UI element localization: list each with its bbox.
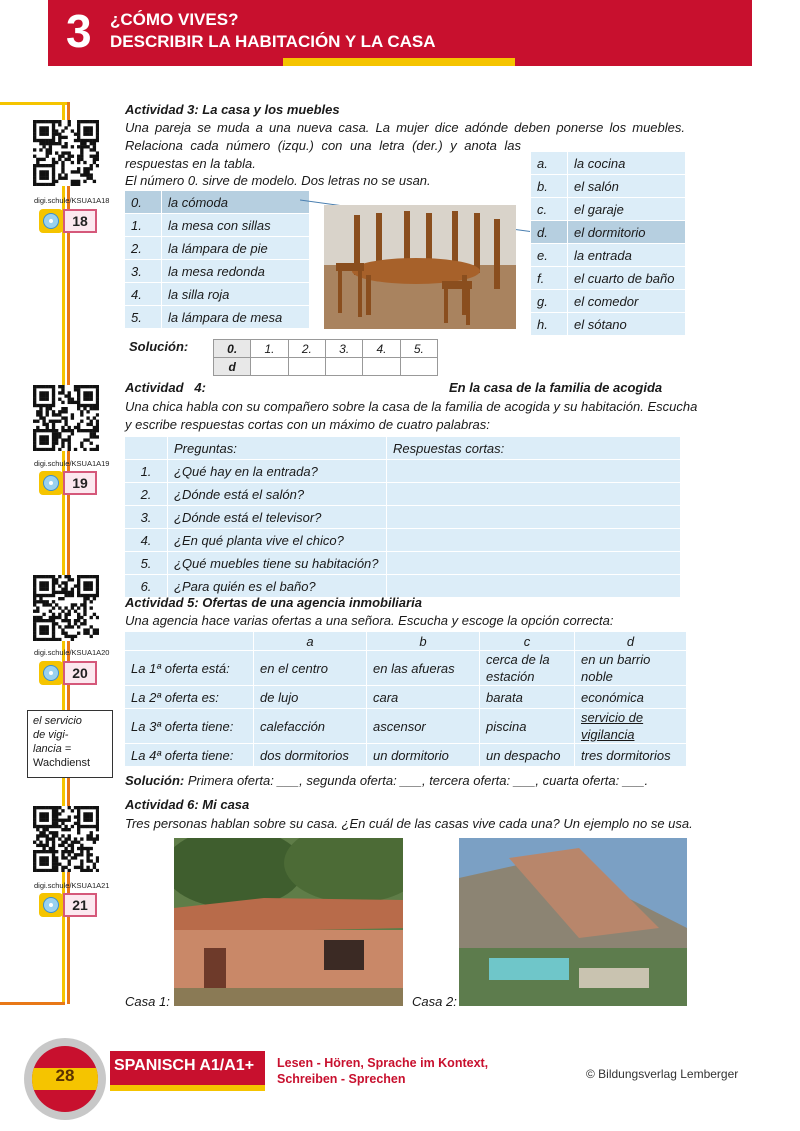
activity3-intro: Relaciona cada número (izqu.) con una letra (der.) y anota las	[125, 138, 521, 153]
answer-field[interactable]	[387, 575, 681, 598]
item-number: 3.	[125, 260, 162, 283]
casa1-label: Casa 1:	[125, 994, 170, 1009]
solution-grid	[213, 339, 438, 376]
activity4-subtitle: En la casa de la familia de acogida	[449, 380, 663, 395]
activity3-intro: El número 0. sirve de modelo. Dos letras no se usan.	[125, 173, 431, 188]
house-photo-2	[459, 838, 687, 1006]
table-row	[125, 237, 310, 260]
solution-head: 2.	[288, 340, 325, 358]
room-letter: d.	[531, 221, 568, 244]
offer-label: La 3ª oferta tiene:	[125, 709, 254, 744]
table-row	[531, 244, 686, 267]
question-number: 5.	[125, 552, 168, 575]
copyright: © Bildungsverlag Lemberger	[586, 1067, 739, 1081]
table-row	[125, 651, 687, 686]
table-row	[531, 198, 686, 221]
audio-track-number: 19	[63, 471, 97, 495]
room-label: la entrada	[568, 244, 686, 267]
table-row	[125, 260, 310, 283]
book-title: SPANISCH A1/A1+	[114, 1057, 255, 1074]
column-header: d	[575, 632, 687, 651]
item-label: la cómoda	[162, 191, 310, 214]
qr-code-icon[interactable]	[33, 806, 99, 872]
answer-field[interactable]	[387, 483, 681, 506]
qr-link-label: digi.schule/KSUA1A18	[34, 196, 110, 205]
option-line: noble	[581, 669, 613, 684]
item-label: la lámpara de mesa	[162, 306, 310, 329]
table-row	[531, 290, 686, 313]
room-letter: h.	[531, 313, 568, 336]
answer-field[interactable]	[387, 529, 681, 552]
question-number: 1.	[125, 460, 168, 483]
item-number: 0.	[125, 191, 162, 214]
option-line: estación	[486, 669, 535, 684]
table-row	[125, 506, 681, 529]
solution-answer-field[interactable]	[325, 358, 362, 376]
table-row	[125, 437, 681, 460]
answer-field[interactable]	[387, 552, 681, 575]
item-number: 1.	[125, 214, 162, 237]
solution-head: 1.	[251, 340, 288, 358]
room-letter: b.	[531, 175, 568, 198]
question-text: ¿Qué muebles tiene su habitación?	[168, 552, 387, 575]
table-row	[125, 744, 687, 767]
table-row	[125, 483, 681, 506]
solution-head: 4.	[363, 340, 400, 358]
audio-cd-icon[interactable]	[39, 661, 63, 685]
furniture-table	[124, 190, 310, 329]
activity3-intro: respuestas en la tabla.	[125, 156, 256, 171]
solution-head: 3.	[325, 340, 362, 358]
header-accent-bar	[283, 58, 515, 66]
offer-label: La 1ª oferta está:	[125, 651, 254, 686]
table-row	[214, 340, 438, 358]
table-row	[125, 460, 681, 483]
rooms-table	[530, 151, 686, 336]
qr-code-icon[interactable]	[33, 120, 99, 186]
blank-cell	[125, 632, 254, 651]
question-text: ¿Dónde está el televisor?	[168, 506, 387, 529]
item-label: la silla roja	[162, 283, 310, 306]
item-label: la lámpara de pie	[162, 237, 310, 260]
activity4-intro: Una chica habla con su compañero sobre la casa de la familia de acogida y su habitación. Escucha	[125, 399, 698, 414]
option-line: servicio de	[581, 710, 644, 725]
table-row	[125, 632, 687, 651]
question-text: ¿En qué planta vive el chico?	[168, 529, 387, 552]
qr-link-label: digi.schule/KSUA1A19	[34, 459, 110, 468]
solution-answer: d	[214, 358, 251, 376]
activity5-intro: Una agencia hace varias ofertas a una señora. Escucha y escoge la opción correcta:	[125, 613, 614, 628]
solution-answer-field[interactable]	[363, 358, 400, 376]
item-number: 2.	[125, 237, 162, 260]
column-header: b	[367, 632, 480, 651]
room-letter: a.	[531, 152, 568, 175]
offer-label: La 4ª oferta tiene:	[125, 744, 254, 767]
book-subtitle-line2: Schreiben - Sprechen	[277, 1072, 406, 1086]
room-label: el sótano	[568, 313, 686, 336]
table-row	[125, 306, 310, 329]
question-number: 2.	[125, 483, 168, 506]
answer-field[interactable]	[387, 460, 681, 483]
room-label: la cocina	[568, 152, 686, 175]
questions-table	[124, 436, 681, 598]
activity6-title: Actividad 6: Mi casa	[125, 797, 250, 812]
option-line: en un barrio	[581, 652, 651, 667]
note-line: lancia =	[33, 743, 72, 755]
room-letter: g.	[531, 290, 568, 313]
solution-answer-field[interactable]	[400, 358, 437, 376]
side-line-bottom	[0, 1002, 65, 1005]
question-text: ¿Dónde está el salón?	[168, 483, 387, 506]
note-line: Wachdienst	[33, 757, 91, 769]
table-row	[531, 313, 686, 336]
note-line: de vigi-	[33, 729, 69, 741]
chapter-number: 3	[66, 5, 92, 57]
qr-code-icon[interactable]	[33, 385, 99, 451]
activity3-title: Actividad 3: La casa y los muebles	[125, 102, 340, 117]
room-letter: e.	[531, 244, 568, 267]
audio-cd-icon[interactable]	[39, 471, 63, 495]
option-cell[interactable]: de lujo	[254, 686, 367, 709]
item-number: 4.	[125, 283, 162, 306]
qr-link-label: digi.schule/KSUA1A20	[34, 648, 110, 657]
option-cell[interactable]: un dormitorio	[367, 744, 480, 767]
room-label: el dormitorio	[568, 221, 686, 244]
audio-track-number: 21	[63, 893, 97, 917]
table-row	[125, 529, 681, 552]
room-letter: c.	[531, 198, 568, 221]
item-label: la mesa con sillas	[162, 214, 310, 237]
option-cell[interactable]: calefacción	[254, 709, 367, 744]
option-cell[interactable]: ascensor	[367, 709, 480, 744]
activity4-title: Actividad 4:	[125, 380, 206, 395]
option-cell[interactable]	[480, 651, 575, 686]
note-line: el servicio	[33, 715, 82, 727]
option-cell[interactable]: dos dormitorios	[254, 744, 367, 767]
vocabulary-note	[27, 710, 113, 778]
activity5-solution	[125, 772, 648, 790]
table-row	[125, 709, 687, 744]
furniture-photo	[324, 205, 516, 329]
column-header: c	[480, 632, 575, 651]
audio-track-number: 18	[63, 209, 97, 233]
chapter-title-line2: DESCRIBIR LA HABITACIÓN Y LA CASA	[110, 32, 436, 51]
book-subtitle-line1: Lesen - Hören, Sprache im Kontext,	[277, 1056, 489, 1070]
item-number: 5.	[125, 306, 162, 329]
solution-head: 5.	[400, 340, 437, 358]
audio-track-number: 20	[63, 661, 97, 685]
answer-field[interactable]	[387, 506, 681, 529]
table-row	[125, 283, 310, 306]
audio-cd-icon[interactable]	[39, 893, 63, 917]
table-row	[531, 152, 686, 175]
qr-link-label: digi.schule/KSUA1A21	[34, 881, 110, 890]
item-label: la mesa redonda	[162, 260, 310, 283]
option-cell[interactable]: un despacho	[480, 744, 575, 767]
table-row	[531, 175, 686, 198]
table-row	[125, 214, 310, 237]
activity6-intro: Tres personas hablan sobre su casa. ¿En cuál de las casas vive cada una? Un ejemplo no se usa.	[125, 816, 693, 831]
option-cell[interactable]: barata	[480, 686, 575, 709]
option-cell[interactable]	[575, 709, 687, 744]
activity3-intro: Una pareja se muda a una nueva casa. La mujer dice adónde deben ponerse los muebles.	[125, 120, 685, 135]
room-label: el comedor	[568, 290, 686, 313]
option-cell[interactable]: tres dormitorios	[575, 744, 687, 767]
table-row	[531, 267, 686, 290]
solution-head: 0.	[214, 340, 251, 358]
blank-cell	[125, 437, 168, 460]
option-cell[interactable]: cara	[367, 686, 480, 709]
header-answers: Respuestas cortas:	[387, 437, 681, 460]
qr-code-icon[interactable]	[33, 575, 99, 641]
table-row	[125, 552, 681, 575]
room-letter: f.	[531, 267, 568, 290]
audio-cd-icon[interactable]	[39, 209, 63, 233]
table-row	[125, 686, 687, 709]
solution-text: Primera oferta: ___, segunda oferta: ___, tercera oferta: ___, cuarta oferta: ___.	[184, 773, 649, 788]
question-text: ¿Qué hay en la entrada?	[168, 460, 387, 483]
book-title-accent	[110, 1085, 265, 1091]
table-row	[531, 221, 686, 244]
solution-answer-field[interactable]	[251, 358, 288, 376]
page-number: 28	[55, 1066, 75, 1085]
option-cell[interactable]: en el centro	[254, 651, 367, 686]
table-row	[214, 358, 438, 376]
option-cell[interactable]: piscina	[480, 709, 575, 744]
room-label: el garaje	[568, 198, 686, 221]
solution-label: Solución:	[129, 339, 189, 354]
house-photo-1	[174, 838, 403, 1006]
question-number: 3.	[125, 506, 168, 529]
column-header: a	[254, 632, 367, 651]
offer-label: La 2ª oferta es:	[125, 686, 254, 709]
room-label: el cuarto de baño	[568, 267, 686, 290]
room-label: el salón	[568, 175, 686, 198]
solution-label: Solución:	[125, 773, 185, 788]
side-line-top	[0, 102, 67, 105]
activity5-title: Actividad 5: Ofertas de una agencia inmobiliaria	[125, 595, 422, 610]
table-row	[125, 191, 310, 214]
option-cell[interactable]	[575, 651, 687, 686]
option-cell[interactable]: en las afueras	[367, 651, 480, 686]
option-cell[interactable]: económica	[575, 686, 687, 709]
activity4-intro: y escribe respuestas cortas con un máximo de cuatro palabras:	[125, 417, 490, 432]
question-number: 6.	[125, 575, 168, 598]
offers-table	[124, 631, 687, 767]
option-line: vigilancia	[581, 727, 635, 742]
casa2-label: Casa 2:	[412, 994, 457, 1009]
header-questions: Preguntas:	[168, 437, 387, 460]
solution-answer-field[interactable]	[288, 358, 325, 376]
question-number: 4.	[125, 529, 168, 552]
chapter-title-line1: ¿CÓMO VIVES?	[110, 10, 239, 29]
option-line: cerca de la	[486, 652, 550, 667]
question-text: ¿Para quién es el baño?	[168, 575, 387, 598]
